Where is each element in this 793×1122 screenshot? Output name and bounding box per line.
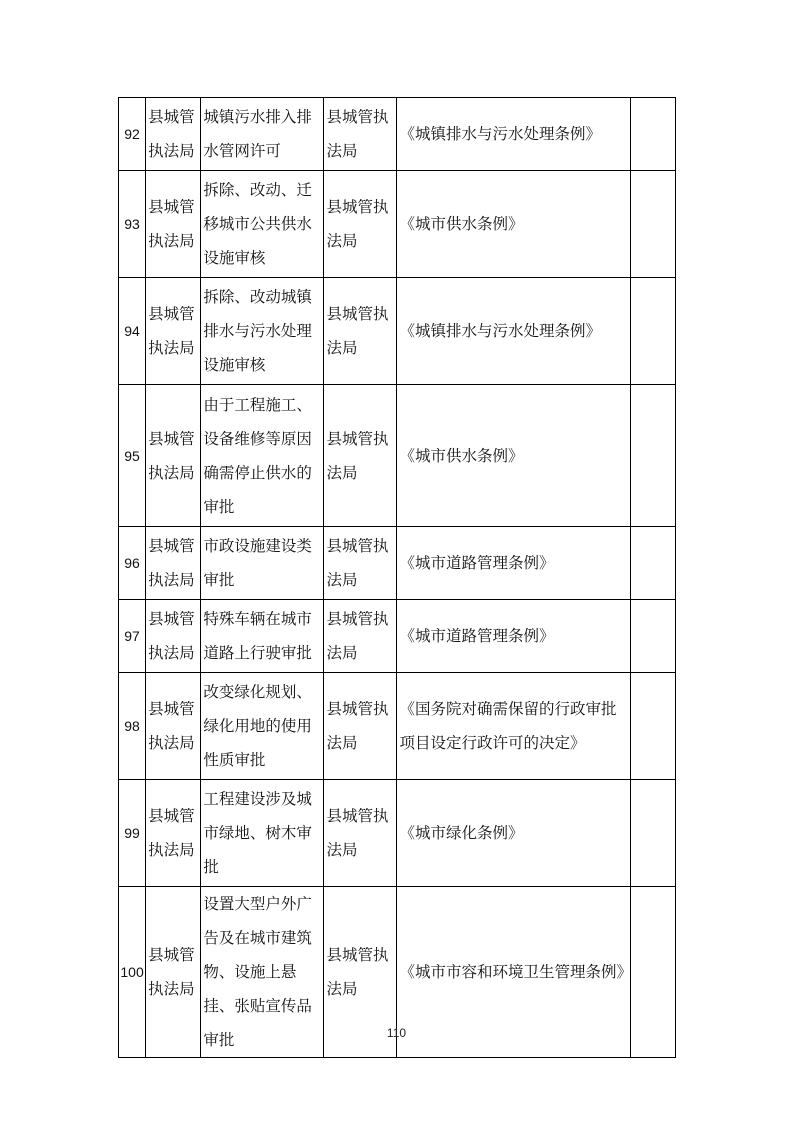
table-row [119, 600, 676, 673]
department-cell: 县城管执法局 [146, 171, 201, 278]
table-row [119, 673, 676, 780]
legal-basis-cell: 《城市道路管理条例》 [397, 600, 631, 673]
remarks-cell [631, 278, 676, 385]
legal-basis-cell: 《城市道路管理条例》 [397, 527, 631, 600]
department-cell: 县城管执法局 [146, 887, 201, 1058]
implementing-org-cell: 县城管执法局 [324, 780, 397, 887]
legal-basis-cell: 《城镇排水与污水处理条例》 [397, 98, 631, 171]
row-number: 94 [119, 278, 146, 385]
legal-basis-cell: 《城镇排水与污水处理条例》 [397, 278, 631, 385]
department-cell: 县城管执法局 [146, 385, 201, 527]
remarks-cell [631, 600, 676, 673]
row-number: 98 [119, 673, 146, 780]
legal-basis-cell: 《城市绿化条例》 [397, 780, 631, 887]
approval-item-cell: 市政设施建设类审批 [201, 527, 324, 600]
row-number: 100 [119, 887, 146, 1058]
department-cell: 县城管执法局 [146, 527, 201, 600]
remarks-cell [631, 673, 676, 780]
approval-item-cell: 改变绿化规划、绿化用地的使用性质审批 [201, 673, 324, 780]
approval-item-cell: 拆除、改动、迁移城市公共供水设施审核 [201, 171, 324, 278]
department-cell: 县城管执法局 [146, 780, 201, 887]
implementing-org-cell: 县城管执法局 [324, 527, 397, 600]
implementing-org-cell: 县城管执法局 [324, 278, 397, 385]
legal-basis-cell: 《城市供水条例》 [397, 171, 631, 278]
table-row [119, 98, 676, 171]
remarks-cell [631, 98, 676, 171]
table-row [119, 385, 676, 527]
approval-item-cell: 特殊车辆在城市道路上行驶审批 [201, 600, 324, 673]
implementing-org-cell: 县城管执法局 [324, 98, 397, 171]
approval-item-cell: 拆除、改动城镇排水与污水处理设施审核 [201, 278, 324, 385]
legal-basis-cell: 《国务院对确需保留的行政审批项目设定行政许可的决定》 [397, 673, 631, 780]
remarks-cell [631, 385, 676, 527]
implementing-org-cell: 县城管执法局 [324, 600, 397, 673]
table-row [119, 278, 676, 385]
page-number: 110 [386, 1026, 407, 1040]
approval-item-cell: 由于工程施工、设备维修等原因确需停止供水的审批 [201, 385, 324, 527]
department-cell: 县城管执法局 [146, 98, 201, 171]
row-number: 95 [119, 385, 146, 527]
department-cell: 县城管执法局 [146, 600, 201, 673]
approval-items-table [118, 97, 676, 1058]
remarks-cell [631, 527, 676, 600]
approval-item-cell: 设置大型户外广告及在城市建筑物、设施上悬挂、张贴宣传品审批 [201, 887, 324, 1058]
legal-basis-cell: 《城市供水条例》 [397, 385, 631, 527]
approval-item-cell: 工程建设涉及城市绿地、树木审批 [201, 780, 324, 887]
implementing-org-cell: 县城管执法局 [324, 171, 397, 278]
table-row [119, 780, 676, 887]
approval-item-cell: 城镇污水排入排水管网许可 [201, 98, 324, 171]
department-cell: 县城管执法局 [146, 673, 201, 780]
implementing-org-cell: 县城管执法局 [324, 673, 397, 780]
remarks-cell [631, 780, 676, 887]
legal-basis-cell: 《城市市容和环境卫生管理条例》 [397, 887, 631, 1058]
table-row [119, 527, 676, 600]
row-number: 99 [119, 780, 146, 887]
implementing-org-cell: 县城管执法局 [324, 385, 397, 527]
department-cell: 县城管执法局 [146, 278, 201, 385]
table-row [119, 171, 676, 278]
row-number: 96 [119, 527, 146, 600]
remarks-cell [631, 171, 676, 278]
row-number: 93 [119, 171, 146, 278]
row-number: 97 [119, 600, 146, 673]
implementing-org-cell: 县城管执法局 [324, 887, 397, 1058]
row-number: 92 [119, 98, 146, 171]
